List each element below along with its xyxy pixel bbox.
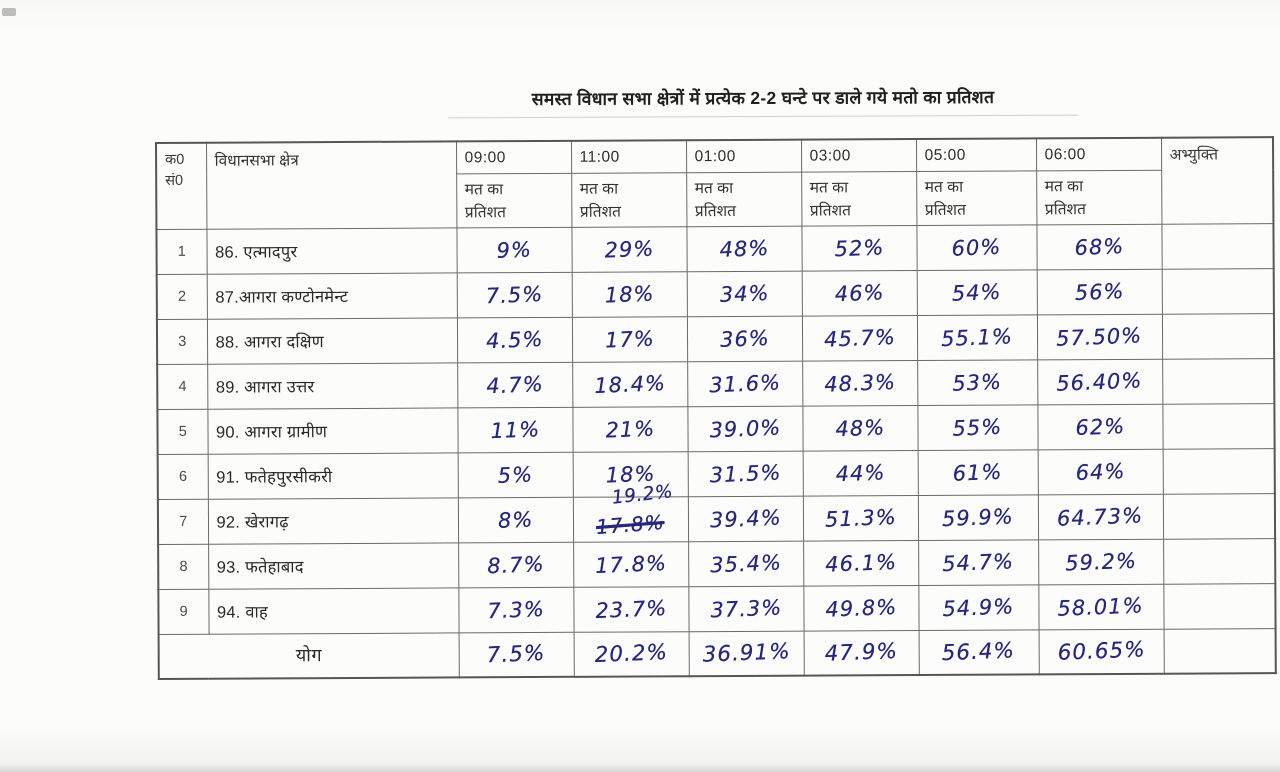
document-title: समस्त विधान सभा क्षेत्रों में प्रत्येक 2-2 घन्टे पर डाले गये मतो का प्रतिशत [448, 85, 1078, 119]
vote-percentage-cell [457, 407, 572, 453]
handwritten-value: 31.6% [708, 369, 782, 397]
constituency-name: 90. आगरा ग्रामीण [207, 407, 457, 453]
vote-percentage-cell [686, 226, 801, 272]
handwritten-value: 54.9% [942, 593, 1015, 621]
vote-percentage-cell [802, 360, 917, 406]
handwritten-value: 8% [497, 506, 534, 533]
handwritten-value: 56% [1073, 278, 1125, 305]
vote-percentage-cell [457, 317, 572, 363]
serial-number: 7 [158, 499, 208, 544]
time-header-0900: 09:00 [456, 141, 571, 174]
handwritten-value: 9% [495, 236, 533, 263]
time-header-1100: 11:00 [571, 140, 686, 173]
handwritten-value: 60% [951, 234, 1002, 261]
scan-corner-artifact [2, 8, 16, 16]
handwritten-value: 48.3% [823, 369, 897, 397]
vote-percentage-cell [458, 542, 573, 588]
vote-percentage-cell [458, 587, 573, 633]
remarks-cell [1162, 268, 1274, 314]
handwritten-value: 56.40% [1056, 367, 1144, 396]
handwritten-value: 37.3% [709, 594, 783, 622]
serial-number: 2 [157, 274, 207, 319]
vote-percentage-cell [572, 316, 687, 362]
vote-percentage-cell [916, 224, 1036, 270]
subtitle-header-2: मत का प्रतिशत [686, 172, 801, 227]
handwritten-value: 7.3% [486, 596, 546, 623]
constituency-name: 93. फतेहाबाद [208, 542, 458, 588]
time-header-0500: 05:00 [916, 138, 1036, 171]
handwritten-value: 44% [834, 459, 886, 486]
table-row [157, 358, 1274, 409]
handwritten-value: 48% [718, 235, 770, 262]
handwritten-value: 39.4% [709, 504, 782, 532]
vote-percentage-cell [573, 480, 688, 542]
vote-percentage-cell [1037, 404, 1162, 450]
vote-percentage-cell [687, 316, 802, 362]
vote-percentage-cell [803, 450, 918, 496]
vote-percentage-cell [572, 361, 687, 407]
table-header [156, 137, 1273, 229]
vote-percentage-cell [918, 449, 1038, 495]
serial-number: 4 [157, 364, 207, 409]
constituency-name: 89. आगरा उत्तर [207, 362, 457, 408]
serial-number: 1 [156, 229, 206, 274]
handwritten-value: 68% [1073, 233, 1125, 260]
handwritten-value: 45.7% [823, 324, 896, 352]
vote-percentage-cell [573, 586, 688, 632]
vote-percentage-cell [802, 270, 917, 316]
remarks-cell [1162, 313, 1274, 359]
handwritten-value: 4.5% [485, 326, 544, 353]
vote-percentage-cell [457, 362, 572, 408]
vote-percentage-cell [802, 405, 917, 451]
time-header-0100: 01:00 [686, 140, 801, 173]
serial-number: 9 [158, 589, 208, 634]
handwritten-value: 52% [833, 234, 885, 261]
handwritten-value: 61% [952, 459, 1004, 486]
table-row [156, 223, 1273, 274]
handwritten-value: 7.5% [485, 281, 544, 308]
remarks-cell [1163, 538, 1275, 584]
subtitle-header-0: मत का प्रतिशत [456, 173, 571, 228]
handwritten-value: 8.7% [486, 551, 545, 578]
handwritten-value: 35.4% [709, 549, 783, 577]
voting-percentage-table [155, 136, 1277, 680]
serial-number: 3 [157, 319, 207, 364]
table-row [158, 493, 1275, 544]
handwritten-value: 48% [834, 414, 886, 441]
serial-number: 6 [158, 454, 208, 499]
handwritten-value: 53% [951, 369, 1003, 396]
handwritten-value: 11% [489, 416, 541, 443]
vote-percentage-cell [917, 269, 1037, 315]
handwritten-value: 4.7% [485, 371, 544, 398]
table-total-row [159, 628, 1276, 679]
handwritten-value: 18% [603, 281, 655, 308]
vote-percentage-cell [1038, 449, 1163, 495]
handwritten-value: 18.4% [593, 370, 667, 398]
vote-percentage-cell [458, 452, 573, 498]
handwritten-value: 17.8% [594, 550, 668, 578]
total-value-0900: 7.5% [459, 632, 574, 678]
handwritten-value: 62% [1074, 413, 1126, 440]
vote-percentage-cell [918, 494, 1038, 540]
total-value-0100: 36.91% [689, 631, 804, 677]
corrected-value: 19.2% [611, 480, 675, 509]
vote-percentage-cell [687, 361, 802, 407]
vote-percentage-cell [688, 541, 803, 587]
remarks-column-header: अभ्युक्ति [1161, 137, 1273, 224]
vote-percentage-cell [572, 271, 687, 317]
handwritten-value: 54% [951, 279, 1003, 306]
vote-percentage-cell [1038, 494, 1163, 540]
handwritten-value: 29% [603, 236, 655, 263]
subtitle-header-4: मत का प्रतिशत [916, 170, 1036, 225]
vote-percentage-cell [456, 227, 571, 273]
handwritten-value: 18% [604, 461, 656, 488]
handwritten-value: 59.2% [1064, 548, 1138, 575]
handwritten-value: 51.3% [824, 504, 897, 532]
handwritten-value: 64% [1074, 458, 1126, 485]
constituency-name: 92. खेरागढ़ [208, 497, 458, 543]
vote-percentage-cell [687, 271, 802, 317]
total-value-0600: 60.65% [1039, 629, 1164, 675]
voting-table-wrap [155, 136, 1277, 680]
constituency-name: 94. वाह [208, 587, 458, 633]
handwritten-value: 49.8% [824, 594, 898, 622]
remarks-cell [1161, 223, 1273, 269]
handwritten-value: 31.5% [708, 459, 782, 487]
vote-percentage-cell [917, 404, 1037, 450]
remarks-cell [1162, 358, 1274, 404]
vote-percentage-cell [803, 540, 918, 586]
vote-percentage-cell [457, 272, 572, 318]
vote-percentage-cell [918, 584, 1038, 630]
vote-percentage-cell [1038, 584, 1163, 630]
handwritten-value: 58.01% [1057, 592, 1145, 621]
table-body [156, 223, 1275, 634]
handwritten-value: 57.50% [1056, 322, 1144, 351]
remarks-cell [1163, 583, 1275, 629]
table-row [158, 448, 1275, 499]
handwritten-value: 39.0% [708, 414, 782, 442]
total-value-0300: 47.9% [804, 630, 919, 676]
handwritten-value: 54.7% [941, 548, 1015, 576]
constituency-name: 91. फतेहपुरसीकरी [208, 452, 458, 498]
vote-percentage-cell [917, 359, 1037, 405]
subtitle-header-1: मत का प्रतिशत [571, 172, 686, 227]
handwritten-value: 59.9% [941, 503, 1015, 531]
constituency-name: 86. एत्मादपुर [206, 227, 456, 273]
serial-number: 8 [158, 544, 208, 589]
table-row [157, 403, 1274, 454]
vote-percentage-cell [688, 496, 803, 542]
struck-out-value: 17.8% [595, 509, 666, 539]
remarks-cell [1163, 448, 1275, 494]
handwritten-value: 46.1% [824, 549, 898, 577]
table-row [158, 583, 1275, 634]
vote-percentage-cell [803, 585, 918, 631]
vote-percentage-cell [917, 314, 1037, 360]
handwritten-value: 55% [952, 414, 1003, 441]
handwritten-value: 21% [604, 416, 656, 443]
vote-percentage-cell [1038, 539, 1163, 585]
vote-percentage-cell [571, 226, 686, 272]
vote-percentage-cell [688, 451, 803, 497]
vote-percentage-cell [688, 586, 803, 632]
vote-percentage-cell [801, 225, 916, 271]
serial-header-line2: सं0 [165, 172, 184, 189]
vote-percentage-cell [687, 406, 802, 452]
handwritten-value: 17% [604, 326, 655, 353]
table-row [158, 538, 1275, 589]
time-header-0300: 03:00 [801, 139, 916, 172]
serial-column-header [156, 143, 206, 229]
serial-header-line1: क0 [165, 151, 185, 168]
vote-percentage-cell [1036, 224, 1161, 270]
subtitle-header-5: मत का प्रतिशत [1036, 170, 1161, 225]
time-header-0600: 06:00 [1036, 138, 1161, 171]
handwritten-value: 64.73% [1056, 502, 1144, 531]
remarks-cell [1164, 628, 1276, 674]
constituency-name: 88. आगरा दक्षिण [207, 317, 457, 363]
handwritten-value: 36% [719, 325, 770, 352]
remarks-cell [1162, 403, 1274, 449]
vote-percentage-cell [802, 315, 917, 361]
handwritten-value: 55.1% [940, 323, 1014, 351]
handwritten-value: 34% [718, 280, 770, 307]
table-row [157, 268, 1274, 319]
vote-percentage-cell [573, 541, 688, 587]
vote-percentage-cell [458, 497, 573, 543]
constituency-column-header: विधानसभा क्षेत्र [206, 141, 456, 228]
subtitle-header-3: मत का प्रतिशत [801, 171, 916, 226]
vote-percentage-cell [1037, 314, 1162, 360]
vote-percentage-cell [572, 406, 687, 452]
constituency-name: 87.आगरा कण्टोनमेन्ट [207, 272, 457, 318]
total-value-0500: 56.4% [919, 629, 1039, 675]
handwritten-value: 23.7% [594, 595, 668, 623]
vote-percentage-cell [1037, 359, 1162, 405]
serial-number: 5 [157, 409, 207, 454]
table-row [157, 313, 1274, 364]
total-label: योग [159, 632, 459, 679]
vote-percentage-cell [1037, 269, 1162, 315]
handwritten-value: 46% [833, 279, 885, 306]
vote-percentage-cell [803, 495, 918, 541]
vote-percentage-cell [918, 539, 1038, 585]
total-value-1100: 20.2% [574, 631, 689, 677]
remarks-cell [1163, 493, 1275, 539]
handwritten-value: 5% [497, 461, 534, 488]
